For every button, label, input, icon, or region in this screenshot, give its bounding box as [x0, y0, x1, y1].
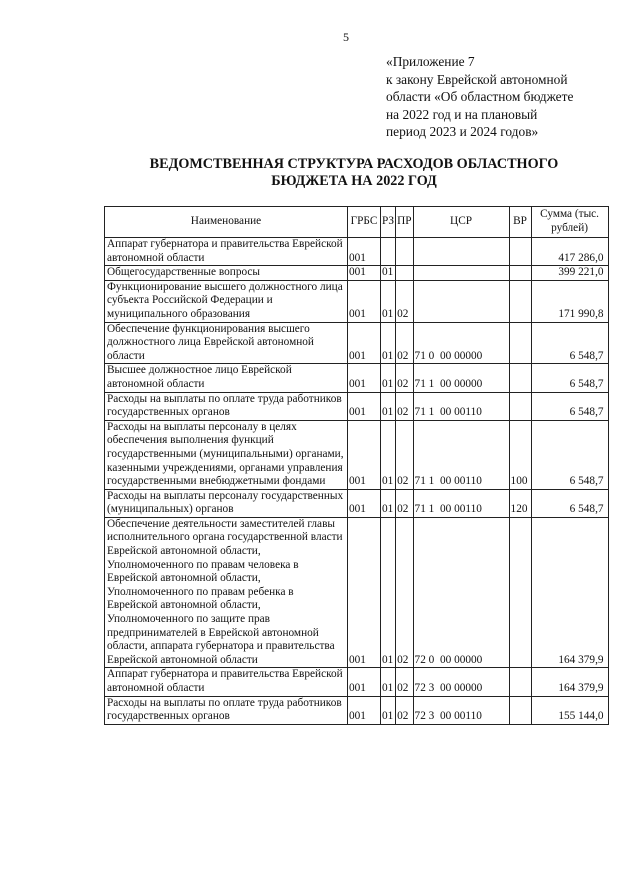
cell-vr — [509, 364, 531, 392]
cell-rz: 01 — [381, 489, 396, 517]
cell-rz: 01 — [381, 517, 396, 668]
cell-vr: 120 — [509, 489, 531, 517]
cell-pr — [396, 266, 413, 281]
cell-sum: 155 144,0 — [531, 696, 608, 724]
cell-name: Функционирование высшего должностного лица субъекта Российской Федерации и муниципального образования — [105, 280, 348, 322]
table-row — [105, 696, 609, 724]
cell-name: Расходы на выплаты по оплате труда работников государственных органов — [105, 696, 348, 724]
cell-sum: 399 221,0 — [531, 266, 608, 281]
cell-grbs: 001 — [348, 392, 381, 420]
cell-name: Аппарат губернатора и правительства Еврейской автономной области — [105, 668, 348, 696]
cell-vr: 100 — [509, 420, 531, 489]
cell-name: Аппарат губернатора и правительства Еврейской автономной области — [105, 238, 348, 266]
cell-vr — [509, 668, 531, 696]
cell-sum: 164 379,9 — [531, 668, 608, 696]
cell-pr — [396, 238, 413, 266]
table-row — [105, 322, 609, 364]
col-header-rz: РЗ — [381, 207, 396, 238]
cell-rz: 01 — [381, 420, 396, 489]
table-row — [105, 364, 609, 392]
cell-grbs: 001 — [348, 238, 381, 266]
cell-vr — [509, 266, 531, 281]
table-row — [105, 517, 609, 668]
col-header-sum: Сумма (тыс. рублей) — [531, 207, 608, 238]
table-row — [105, 668, 609, 696]
cell-csr: 71 1 00 00110 — [413, 420, 509, 489]
col-header-vr: ВР — [509, 207, 531, 238]
cell-vr — [509, 322, 531, 364]
appendix-line: «Приложение 7 — [386, 54, 475, 69]
cell-vr — [509, 517, 531, 668]
table-row — [105, 266, 609, 281]
cell-vr — [509, 696, 531, 724]
cell-grbs: 001 — [348, 489, 381, 517]
cell-csr: 72 3 00 00110 — [413, 696, 509, 724]
cell-grbs: 001 — [348, 266, 381, 281]
cell-name: Высшее должностное лицо Еврейской автономной области — [105, 364, 348, 392]
table-row — [105, 238, 609, 266]
cell-name: Обеспечение функционирования высшего должностного лица Еврейской автономной области — [105, 322, 348, 364]
cell-rz: 01 — [381, 392, 396, 420]
title-line: БЮДЖЕТА НА 2022 ГОД — [271, 173, 437, 189]
cell-rz: 01 — [381, 322, 396, 364]
cell-grbs: 001 — [348, 322, 381, 364]
table-header-row — [105, 207, 609, 238]
cell-pr: 02 — [396, 696, 413, 724]
cell-rz: 01 — [381, 696, 396, 724]
cell-rz: 01 — [381, 668, 396, 696]
cell-pr: 02 — [396, 364, 413, 392]
cell-grbs: 001 — [348, 364, 381, 392]
cell-pr: 02 — [396, 668, 413, 696]
cell-pr: 02 — [396, 517, 413, 668]
cell-vr — [509, 238, 531, 266]
appendix-line: на 2022 год и на плановый — [386, 106, 538, 122]
appendix-line: к закону Еврейской автономной — [386, 71, 568, 87]
cell-sum: 171 990,8 — [531, 280, 608, 322]
col-header-pr: ПР — [396, 207, 413, 238]
col-header-csr: ЦСР — [413, 207, 509, 238]
table-row — [105, 280, 609, 322]
cell-csr — [413, 266, 509, 281]
cell-rz: 01 — [381, 280, 396, 322]
cell-rz: 01 — [381, 364, 396, 392]
title-line: ВЕДОМСТВЕННАЯ СТРУКТУРА РАСХОДОВ ОБЛАСТНОГО — [149, 156, 559, 172]
cell-pr: 02 — [396, 489, 413, 517]
cell-sum: 6 548,7 — [531, 364, 608, 392]
table-row — [105, 420, 609, 489]
cell-grbs: 001 — [348, 668, 381, 696]
appendix-line: период 2023 и 2024 годов» — [386, 124, 539, 140]
appendix-note — [386, 53, 598, 141]
cell-sum: 417 286,0 — [531, 238, 608, 266]
cell-csr: 71 1 00 00000 — [413, 364, 509, 392]
document-title — [105, 156, 603, 190]
cell-sum: 6 548,7 — [531, 489, 608, 517]
cell-rz: 01 — [381, 266, 396, 281]
cell-pr: 02 — [396, 420, 413, 489]
cell-grbs: 001 — [348, 420, 381, 489]
cell-name: Расходы на выплаты по оплате труда работников государственных органов — [105, 392, 348, 420]
cell-sum: 6 548,7 — [531, 392, 608, 420]
cell-grbs: 001 — [348, 517, 381, 668]
cell-vr — [509, 392, 531, 420]
cell-pr: 02 — [396, 280, 413, 322]
cell-name: Общегосударственные вопросы — [105, 266, 348, 281]
col-header-grbs: ГРБС — [348, 207, 381, 238]
table-row — [105, 489, 609, 517]
cell-name: Расходы на выплаты персоналу государственных (муниципальных) органов — [105, 489, 348, 517]
appendix-line: области «Об областном бюджете — [386, 89, 574, 105]
page-number: 5 — [343, 30, 349, 44]
cell-csr — [413, 238, 509, 266]
cell-csr: 71 0 00 00000 — [413, 322, 509, 364]
cell-csr: 72 0 00 00000 — [413, 517, 509, 668]
cell-vr — [509, 280, 531, 322]
cell-rz — [381, 238, 396, 266]
cell-pr: 02 — [396, 322, 413, 364]
cell-pr: 02 — [396, 392, 413, 420]
col-header-name: Наименование — [105, 207, 348, 238]
cell-grbs: 001 — [348, 696, 381, 724]
budget-table — [104, 206, 609, 725]
cell-sum: 6 548,7 — [531, 322, 608, 364]
cell-name: Обеспечение деятельности заместителей главы исполнительного органа государственной власти Еврейской автономной области, Уполномоченного по правам человека в Еврейской автономной области, Уполномоченного по правам ребенка в Еврейской автономной области, Уполномоченного по защите прав предпринимателей в Еврейской автономной области, аппарата губернатора и правительства Еврейской автономной области — [105, 517, 348, 668]
cell-csr: 71 1 00 00110 — [413, 489, 509, 517]
cell-csr: 72 3 00 00000 — [413, 668, 509, 696]
cell-grbs: 001 — [348, 280, 381, 322]
table-row — [105, 392, 609, 420]
cell-sum: 164 379,9 — [531, 517, 608, 668]
cell-name: Расходы на выплаты персоналу в целях обеспечения выполнения функций государственными (муниципальными) органами, казенными учреждениями, органами управления государственными внебюджетными фондами — [105, 420, 348, 489]
cell-csr — [413, 280, 509, 322]
cell-csr: 71 1 00 00110 — [413, 392, 509, 420]
cell-sum: 6 548,7 — [531, 420, 608, 489]
